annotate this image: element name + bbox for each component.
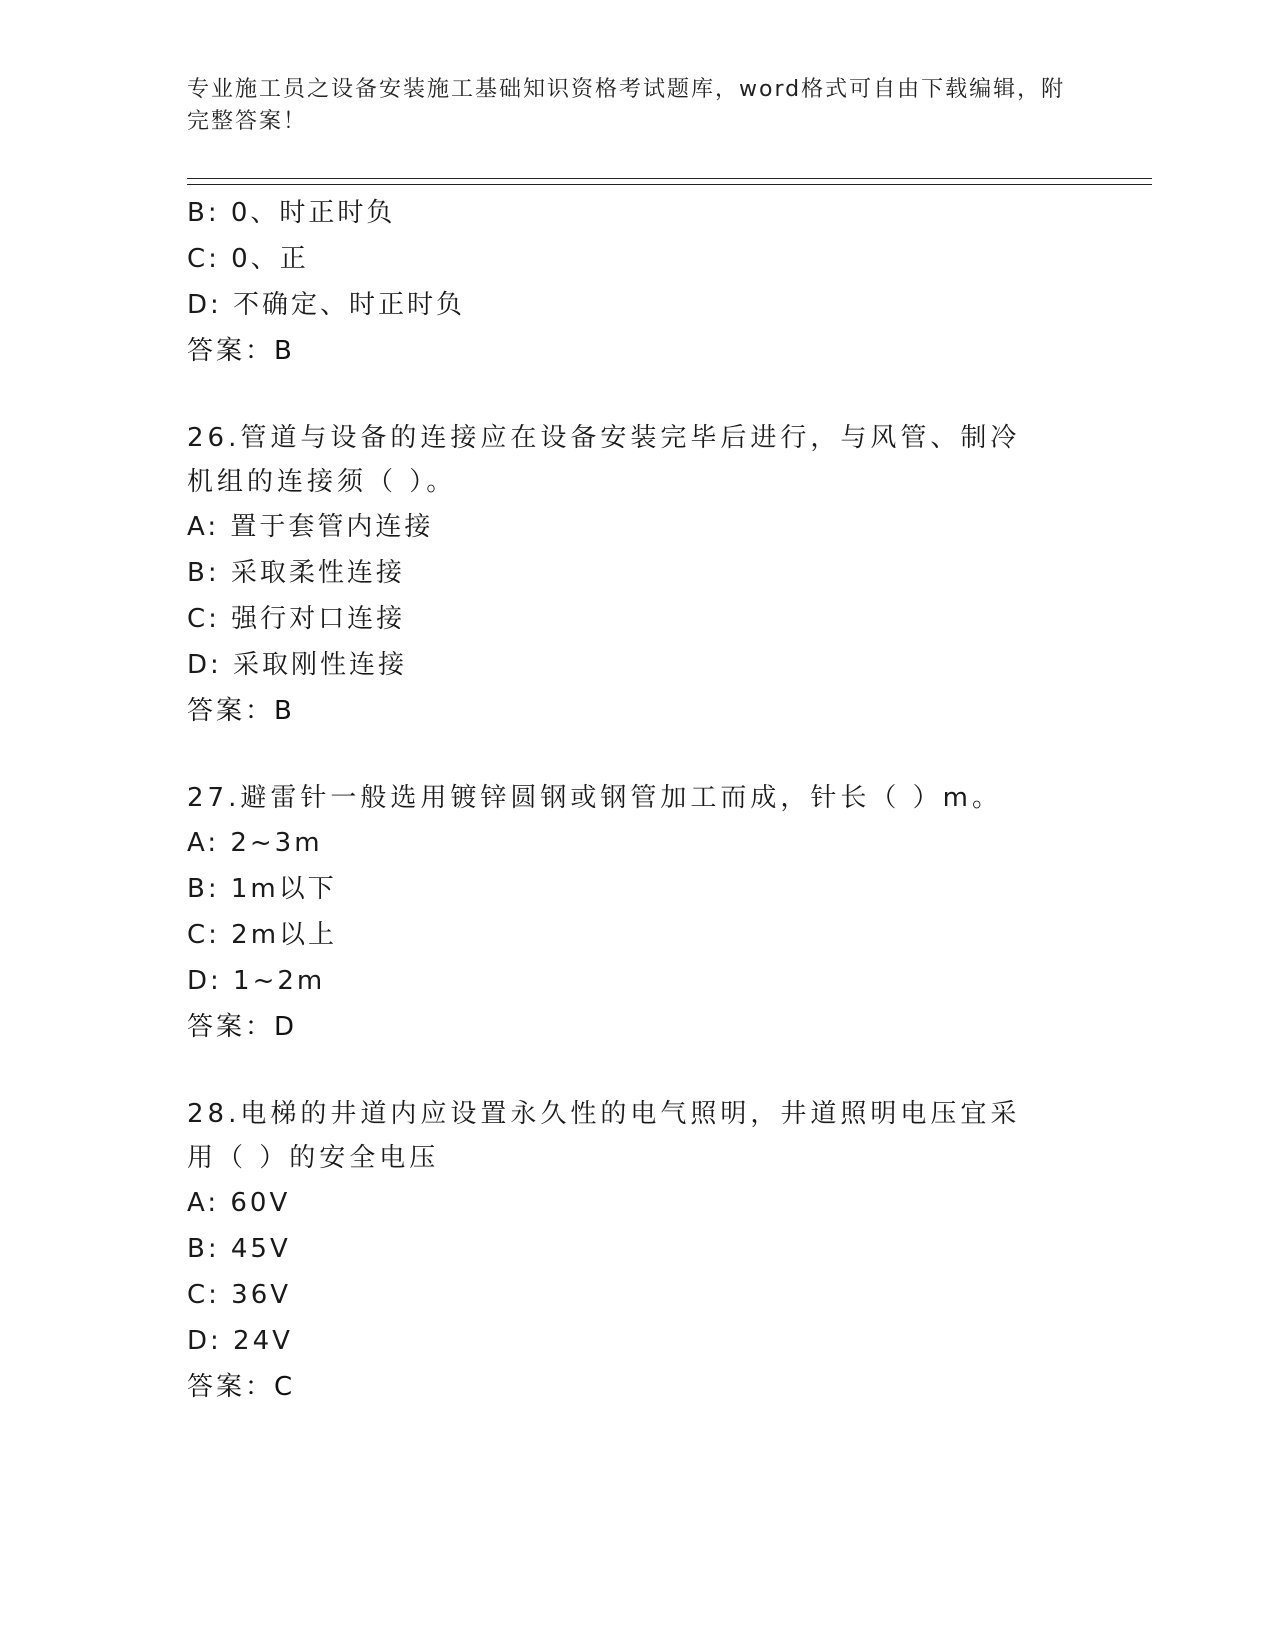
option-d: D: 24V — [187, 1326, 293, 1356]
option-c: C: 36V — [187, 1280, 292, 1310]
option-a: A: 置于套管内连接 — [187, 512, 434, 542]
header-divider — [187, 178, 1152, 185]
option-c: C: 强行对口连接 — [187, 604, 406, 634]
option-b: B: 0、时正时负 — [187, 198, 396, 228]
document-header: 专业施工员之设备安装施工基础知识资格考试题库，word格式可自由下载编辑，附完整答案！ — [187, 77, 1066, 134]
option-d: D: 不确定、时正时负 — [187, 290, 466, 320]
question-26 — [187, 416, 1127, 734]
spacer — [187, 734, 1127, 776]
option-b: B: 采取柔性连接 — [187, 558, 405, 588]
question-text: 27.避雷针一般选用镀锌圆钢或钢管加工而成，针长（ ）m。 — [187, 783, 1002, 813]
option-d: D: 采取刚性连接 — [187, 650, 408, 680]
answer-line: 答案：B — [187, 336, 295, 366]
question-list — [187, 190, 1127, 1410]
answer-line: 答案：B — [187, 696, 295, 726]
question-text: 26.管道与设备的连接应在设备安装完毕后进行，与风管、制冷机组的连接须（ ）。 — [187, 423, 1021, 497]
option-d: D: 1~2m — [187, 966, 326, 996]
question-27 — [187, 776, 1127, 1050]
question-text: 28.电梯的井道内应设置永久性的电气照明，井道照明电压宜采用（ ）的安全电压 — [187, 1099, 1021, 1173]
answer-line: 答案：D — [187, 1012, 298, 1042]
option-c: C: 2m以上 — [187, 920, 338, 950]
option-a: A: 60V — [187, 1188, 291, 1218]
question-28 — [187, 1092, 1127, 1410]
option-a: A: 2~3m — [187, 828, 323, 858]
option-b: B: 45V — [187, 1234, 291, 1264]
spacer — [187, 374, 1127, 416]
option-c: C: 0、正 — [187, 244, 309, 274]
option-b: B: 1m以下 — [187, 874, 337, 904]
answer-line: 答案：C — [187, 1372, 296, 1402]
spacer — [187, 1050, 1127, 1092]
partial-question-25 — [187, 190, 1127, 374]
